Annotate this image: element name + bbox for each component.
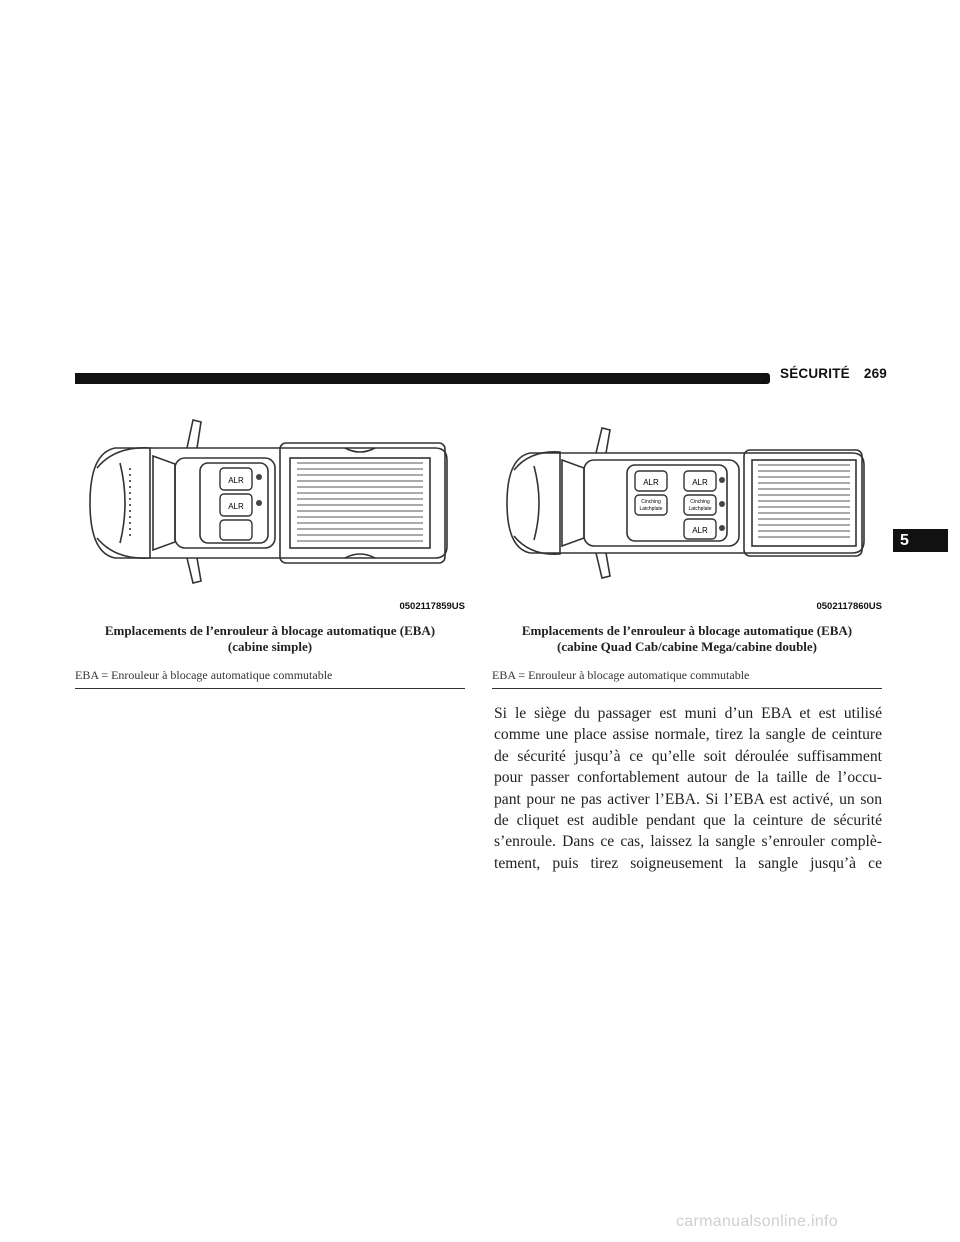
header-rule <box>75 373 770 384</box>
body-line: de cliquet est audible pendant que la ceinture de sécurité <box>494 812 882 830</box>
seat-label: ALR <box>692 478 708 487</box>
figure-code: 0502117859US <box>399 601 465 612</box>
retractor-icon <box>256 474 262 480</box>
watermark: carmanualsonline.info <box>676 1213 838 1230</box>
latch-label: Cinching <box>641 499 661 505</box>
seat-front-2 <box>635 495 667 515</box>
running-header <box>780 366 890 381</box>
retractor-icon <box>719 477 725 483</box>
truck-single-cab-illustration <box>75 408 465 593</box>
truck-crew-cab-illustration <box>492 408 882 593</box>
seat-label: ALR <box>228 476 244 485</box>
seat-label: ALR <box>228 502 244 511</box>
body-line: pour passer confortablement autour de la taille de l’occu- <box>494 769 882 787</box>
seat-left-3 <box>220 520 252 540</box>
page-number: 269 <box>863 366 887 381</box>
figure-caption <box>75 623 465 655</box>
seat-label: ALR <box>692 526 708 535</box>
seat-label: ALR <box>643 478 659 487</box>
body-paragraph <box>494 703 882 874</box>
body-line: s’enroule. Dans ce cas, laissez la sangle s’enrouler complè- <box>494 833 882 851</box>
latch-label: Latchplate <box>639 506 663 512</box>
seat-rear-2 <box>684 495 716 515</box>
caption-line: (cabine simple) <box>227 639 313 654</box>
retractor-icon <box>719 501 725 507</box>
figure-crew-cab <box>492 408 882 618</box>
retractor-icon <box>256 500 262 506</box>
caption-line: Emplacements de l’enrouleur à blocage automatique (EBA) <box>521 623 853 638</box>
body-line: tement, puis tirez soigneusement la sangle jusqu’à ce <box>494 854 882 872</box>
latch-label: Cinching <box>690 499 710 505</box>
figure-legend: EBA = Enrouleur à blocage automatique commutable <box>75 668 465 689</box>
body-line: Si le siège du passager est muni d’un EBA et est utilisé <box>494 705 882 722</box>
figure-code: 0502117860US <box>816 601 882 612</box>
body-line: comme une place assise normale, tirez la sangle de ceinture <box>494 726 882 744</box>
body-line: de sécurité jusqu’à ce qu’elle soit déroulée suffisamment <box>494 747 882 765</box>
latch-label: Latchplate <box>688 506 712 512</box>
figure-legend: EBA = Enrouleur à blocage automatique commutable <box>492 668 882 689</box>
figure-caption <box>492 623 882 655</box>
section-title: SÉCURITÉ <box>780 366 850 381</box>
body-line: pant pour ne pas activer l’EBA. Si l’EBA est activé, un son <box>494 790 882 808</box>
figure-single-cab <box>75 408 465 618</box>
caption-line: Emplacements de l’enrouleur à blocage automatique (EBA) <box>104 623 436 638</box>
retractor-icon <box>719 525 725 531</box>
caption-line: (cabine Quad Cab/cabine Mega/cabine double) <box>556 639 818 654</box>
chapter-tab: 5 <box>893 529 948 552</box>
